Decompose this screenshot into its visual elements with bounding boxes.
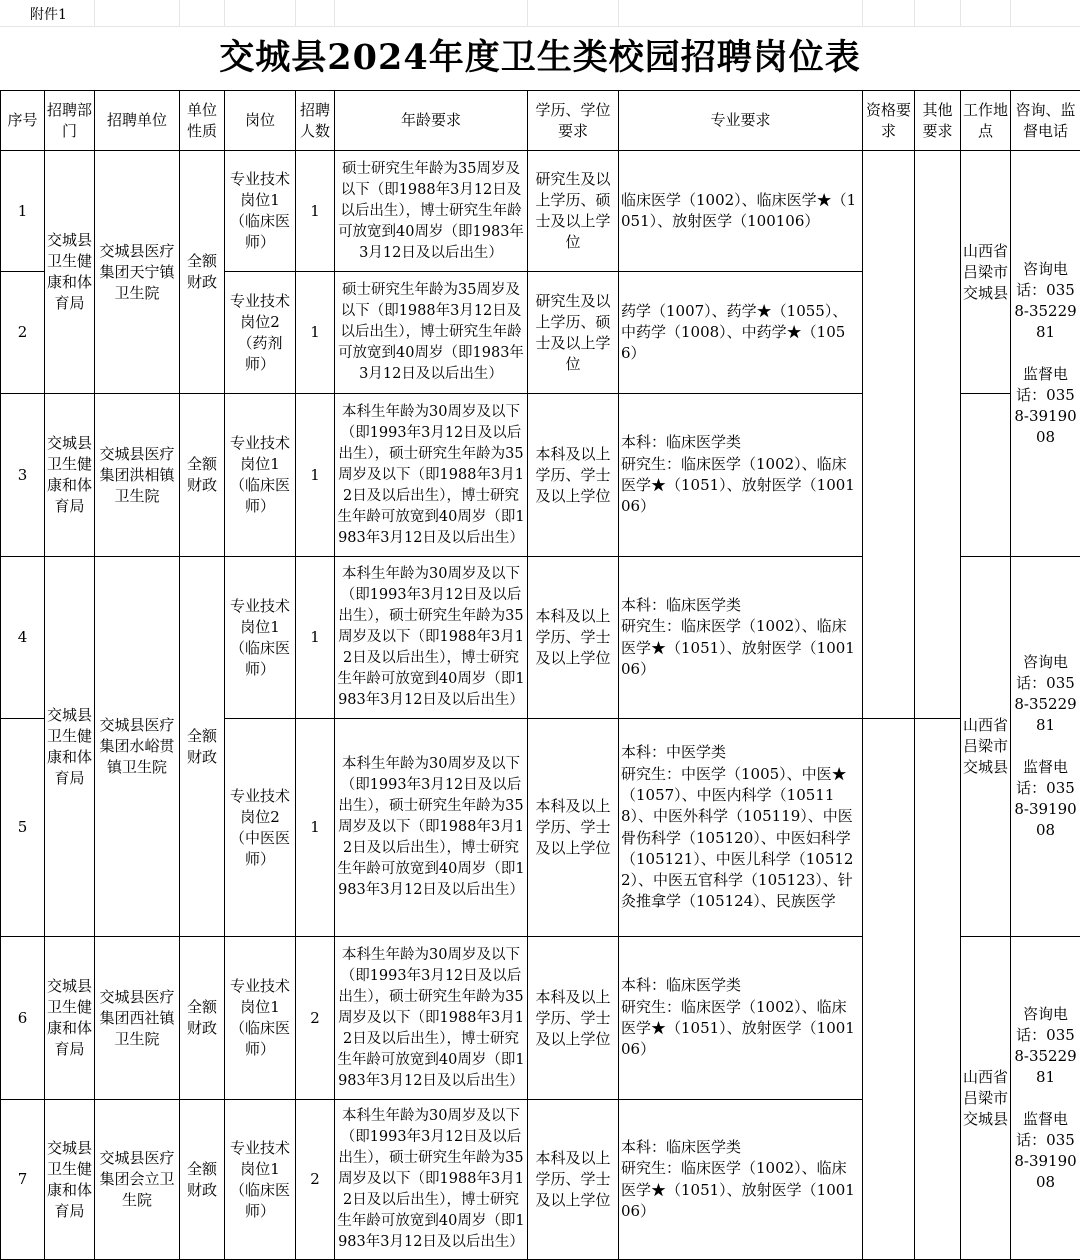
row-count: 1 bbox=[296, 719, 335, 937]
row-nature: 全额财政 bbox=[180, 151, 225, 394]
header-other: 其他要求 bbox=[915, 91, 961, 151]
header-seq: 序号 bbox=[1, 91, 45, 151]
header-dept: 招聘部门 bbox=[45, 91, 95, 151]
header-contact bbox=[1011, 91, 1080, 151]
row-nature: 全额财政 bbox=[180, 394, 225, 557]
row-edu: 本科及以上学历、学士及以上学位 bbox=[528, 937, 619, 1100]
page-title: 交城县2024年度卫生类校园招聘岗位表 bbox=[219, 37, 861, 78]
row-unit: 交城县医疗集团天宁镇卫生院 bbox=[95, 151, 180, 394]
row-major: 本科：临床医学类 研究生：临床医学（1002）、临床医学★（1051）、放射医学（100106） bbox=[619, 937, 863, 1100]
row-other bbox=[915, 719, 961, 1260]
row-age: 本科生年龄为30周岁及以下（即1993年3月12日及以后出生），硕士研究生年龄为35周岁及以下（即1988年3月12日及以后出生），博士研究生年龄可放宽到40周岁（即1983年3月12日及以后出生） bbox=[337, 756, 525, 898]
row-major: 本科：临床医学类 研究生：临床医学（1002）、临床医学★（1051）、放射医学（100106） bbox=[619, 557, 863, 719]
row-age: 硕士研究生年龄为35周岁及以下（即1988年3月12日及以后出生），博士研究生年龄可放宽到40周岁（即1983年3月12日及以后出生） bbox=[338, 282, 524, 382]
row-age: 硕士研究生年龄为35周岁及以下（即1988年3月12日及以后出生），博士研究生年龄可放宽到40周岁（即1983年3月12日及以后出生） bbox=[338, 160, 524, 261]
row-seq: 5 bbox=[1, 719, 45, 937]
header-qual: 资格要求 bbox=[863, 91, 915, 151]
row-age-cell bbox=[335, 937, 528, 1100]
row-major: 本科：中医学类 研究生：中医学（1005）、中医★（1057）、中医内科学（105118）、中医外科学（105119）、中医骨伤科学（105120）、中医妇科学（105121）、中医儿科学（105122）、中医五官科学（105123）、针灸推拿学（105124）、民族医学 bbox=[619, 719, 863, 937]
header-post: 岗位 bbox=[225, 91, 296, 151]
row-age-cell bbox=[335, 151, 528, 272]
row-count: 2 bbox=[296, 937, 335, 1100]
header-nature: 单位性质 bbox=[180, 91, 225, 151]
header-count: 招聘人数 bbox=[296, 91, 335, 151]
row-edu: 本科及以上学历、学士及以上学位 bbox=[528, 719, 619, 937]
row-major: 本科：临床医学类 研究生：临床医学（1002）、临床医学★（1051）、放射医学（100106） bbox=[619, 1100, 863, 1260]
row-count: 1 bbox=[296, 272, 335, 394]
row-location: 山西省吕梁市交城县 bbox=[961, 937, 1011, 1260]
attachment-label: 附件1 bbox=[30, 7, 67, 23]
row-major: 药学（1007）、药学★（1055）、中药学（1008）、中药学★（1056） bbox=[619, 272, 863, 394]
row-edu: 本科及以上学历、学士及以上学位 bbox=[528, 557, 619, 719]
row-count: 1 bbox=[296, 557, 335, 719]
row-nature: 全额财政 bbox=[180, 557, 225, 937]
row-dept: 交城县卫生健康和体育局 bbox=[45, 1100, 95, 1260]
row-nature: 全额财政 bbox=[180, 937, 225, 1100]
row-seq: 3 bbox=[1, 394, 45, 557]
row-edu: 研究生及以上学历、硕士及以上学位 bbox=[528, 272, 619, 394]
row-major: 本科：临床医学类 研究生：临床医学（1002）、临床医学★（1051）、放射医学（100106） bbox=[619, 394, 863, 557]
row-other bbox=[915, 151, 961, 719]
header-location: 工作地点 bbox=[961, 91, 1011, 151]
row-age: 本科生年龄为30周岁及以下（即1993年3月12日及以后出生），硕士研究生年龄为35周岁及以下（即1988年3月12日及以后出生），博士研究生年龄可放宽到40周岁（即1983年3月12日及以后出生） bbox=[337, 1108, 525, 1250]
row-seq: 1 bbox=[1, 151, 45, 272]
row-dept: 交城县卫生健康和体育局 bbox=[45, 394, 95, 557]
row-dept: 交城县卫生健康和体育局 bbox=[45, 557, 95, 937]
header-age: 年龄要求 bbox=[335, 91, 528, 151]
row-post: 专业技术岗位1（临床医师） bbox=[225, 394, 296, 557]
row-count: 1 bbox=[296, 394, 335, 557]
row-contact: 咨询电话：0358-3522981 监督电话：0358-3919008 bbox=[1011, 557, 1080, 937]
header-contact-text: 咨询、监督电话 bbox=[1015, 100, 1076, 140]
row-post: 专业技术岗位2（中医医师） bbox=[225, 719, 296, 937]
row-unit: 交城县医疗集团会立卫生院 bbox=[95, 1100, 180, 1260]
row-dept: 交城县卫生健康和体育局 bbox=[45, 937, 95, 1100]
row-age-cell bbox=[335, 1100, 528, 1260]
row-post: 专业技术岗位1（临床医师） bbox=[225, 1100, 296, 1260]
header-unit: 招聘单位 bbox=[95, 91, 180, 151]
header-major: 专业要求 bbox=[619, 91, 863, 151]
row-age-cell bbox=[335, 557, 528, 719]
row-edu: 本科及以上学历、学士及以上学位 bbox=[528, 394, 619, 557]
row-dept: 交城县卫生健康和体育局 bbox=[45, 151, 95, 394]
row-contact: 咨询电话：0358-3522981 监督电话：0358-3919008 bbox=[1011, 151, 1080, 557]
row-age: 本科生年龄为30周岁及以下（即1993年3月12日及以后出生），硕士研究生年龄为35周岁及以下（即1988年3月12日及以后出生），博士研究生年龄可放宽到40周岁（即1983年3月12日及以后出生） bbox=[337, 566, 525, 708]
row-count: 1 bbox=[296, 151, 335, 272]
row-edu: 本科及以上学历、学士及以上学位 bbox=[528, 1100, 619, 1260]
row-count: 2 bbox=[296, 1100, 335, 1260]
row-post: 专业技术岗位1（临床医师） bbox=[225, 557, 296, 719]
spreadsheet-top-grid bbox=[0, 0, 1080, 27]
row-major: 临床医学（1002）、临床医学★（1051）、放射医学（100106） bbox=[619, 151, 863, 272]
row-nature: 全额财政 bbox=[180, 1100, 225, 1260]
header-row bbox=[1, 91, 1080, 151]
row-age: 本科生年龄为30周岁及以下（即1993年3月12日及以后出生），硕士研究生年龄为35周岁及以下（即1988年3月12日及以后出生），博士研究生年龄可放宽到40周岁（即1983年3月12日及以后出生） bbox=[337, 403, 525, 546]
row-qual bbox=[863, 719, 915, 1260]
row-contact: 咨询电话：0358-3522981 监督电话：0358-3919008 bbox=[1011, 937, 1080, 1260]
row-post: 专业技术岗位1（临床医师） bbox=[225, 937, 296, 1100]
row-location: 山西省吕梁市交城县 bbox=[961, 557, 1011, 937]
row-seq: 6 bbox=[1, 937, 45, 1100]
row-post: 专业技术岗位2（药剂师） bbox=[225, 272, 296, 394]
row-age-cell bbox=[335, 719, 528, 937]
header-edu: 学历、学位要求 bbox=[528, 91, 619, 151]
row-age-cell bbox=[335, 272, 528, 394]
recruitment-table bbox=[0, 90, 1080, 1260]
row-unit: 交城县医疗集团西社镇卫生院 bbox=[95, 937, 180, 1100]
row-location: 山西省吕梁市交城县 bbox=[961, 151, 1011, 394]
row-post: 专业技术岗位1（临床医师） bbox=[225, 151, 296, 272]
row-age: 本科生年龄为30周岁及以下（即1993年3月12日及以后出生），硕士研究生年龄为35周岁及以下（即1988年3月12日及以后出生），博士研究生年龄可放宽到40周岁（即1983年3月12日及以后出生） bbox=[337, 946, 525, 1089]
row-location bbox=[961, 394, 1011, 557]
row-unit: 交城县医疗集团洪相镇卫生院 bbox=[95, 394, 180, 557]
row-seq: 7 bbox=[1, 1100, 45, 1260]
row-qual bbox=[863, 151, 915, 719]
row-age-cell bbox=[335, 394, 528, 557]
row-seq: 4 bbox=[1, 557, 45, 719]
row-unit: 交城县医疗集团水峪贯镇卫生院 bbox=[95, 557, 180, 937]
row-seq: 2 bbox=[1, 272, 45, 394]
table-row bbox=[1, 151, 1080, 272]
row-edu: 研究生及以上学历、硕士及以上学位 bbox=[528, 151, 619, 272]
